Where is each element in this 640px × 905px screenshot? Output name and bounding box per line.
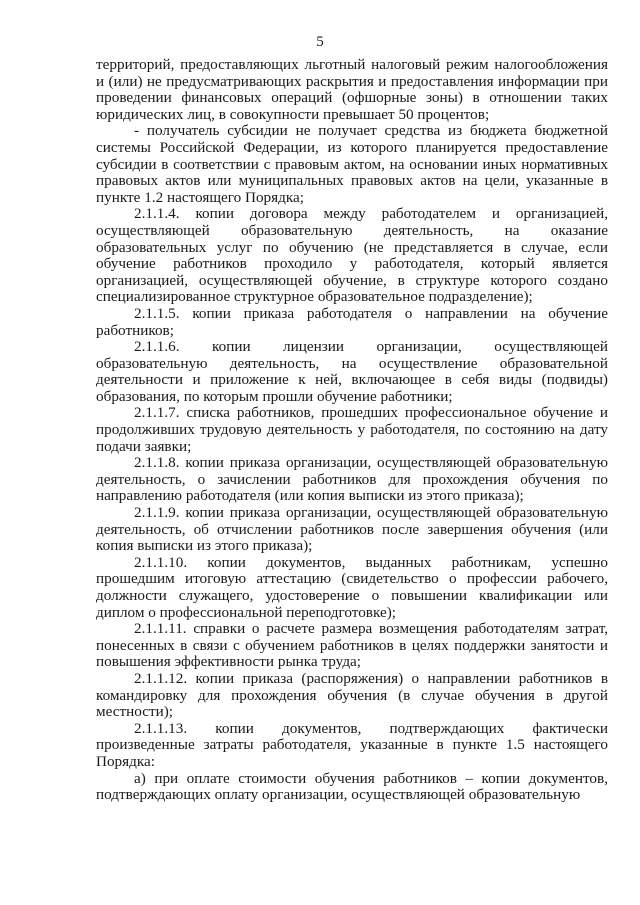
paragraph: 2.1.1.6. копии лицензии организации, осуществляющей образовательную деятельность, на осуществление образовательной деятельности и приложение к ней, включающее в себя виды (подвиды) образования, по которым прошли обучение работники; (96, 338, 608, 405)
paragraph: 2.1.1.12. копии приказа (распоряжения) о направлении работников в командировку для прохождения обучения (в случае обучения в другой местности); (96, 669, 608, 721)
paragraph: 2.1.1.7. списка работников, прошедших профессиональное обучение и продолживших трудовую деятельность у работодателя, по состоянию на дату подачи заявки; (96, 404, 608, 455)
document-body (96, 57, 608, 804)
paragraph: 2.1.1.13. копии документов, подтверждающих фактически произведенные затраты работодателя, указанные в пункте 1.5 настоящего Порядка: (96, 719, 608, 770)
paragraph: 2.1.1.4. копии договора между работодателем и организацией, осуществляющей образовательную деятельность, на оказание образовательных услуг по обучению (не представляется в случае, если обучение работников проходило у работодателя, который является организацией, осуществляющей обучение, в структуре которого создано специализированное структурное образовательное подразделение); (96, 205, 608, 306)
paragraph: 2.1.1.8. копии приказа организации, осуществляющей образовательную деятельность, о зачислении работников для прохождения обучения по направлению работодателя (или копия выписки из этого приказа); (96, 454, 608, 505)
paragraph: 2.1.1.10. копии документов, выданных работникам, успешно прошедшим итоговую аттестацию (свидетельство о профессии рабочего, должности служащего, удостоверение о повышении квалификации или диплом о профессиональной переподготовке); (96, 553, 608, 621)
paragraph: - получатель субсидии не получает средства из бюджета бюджетной системы Российской Федерации, из которого планируется предоставление субсидии в соответствии с правовым актом, на основании иных нормативных правовых актов или муниципальных правовых актов на цели, указанные в пункте 1.2 настоящего Порядка; (96, 122, 608, 206)
paragraph: 2.1.1.9. копии приказа организации, осуществляющей образовательную деятельность, об отчислении работников после завершения обучения (или копия выписки из этого приказа); (96, 504, 608, 555)
paragraph: 2.1.1.11. справки о расчете размера возмещения работодателям затрат, понесенных в связи с обучением работников в целях поддержки занятости и повышения эффективности рынка труда; (96, 620, 608, 671)
paragraph: территорий, предоставляющих льготный налоговый режим налогообложения и (или) не предусматривающих раскрытия и предоставления информации при проведении финансовых операций (офшорные зоны) в отношении таких юридических лиц, в совокупности превышает 50 процентов; (96, 56, 608, 123)
paragraph: а) при оплате стоимости обучения работников – копии документов, подтверждающих оплату организации, осуществляющей образовательную (96, 769, 608, 804)
paragraph: 2.1.1.5. копии приказа работодателя о направлении на обучение работников; (96, 304, 608, 339)
page-number: 5 (316, 34, 324, 50)
